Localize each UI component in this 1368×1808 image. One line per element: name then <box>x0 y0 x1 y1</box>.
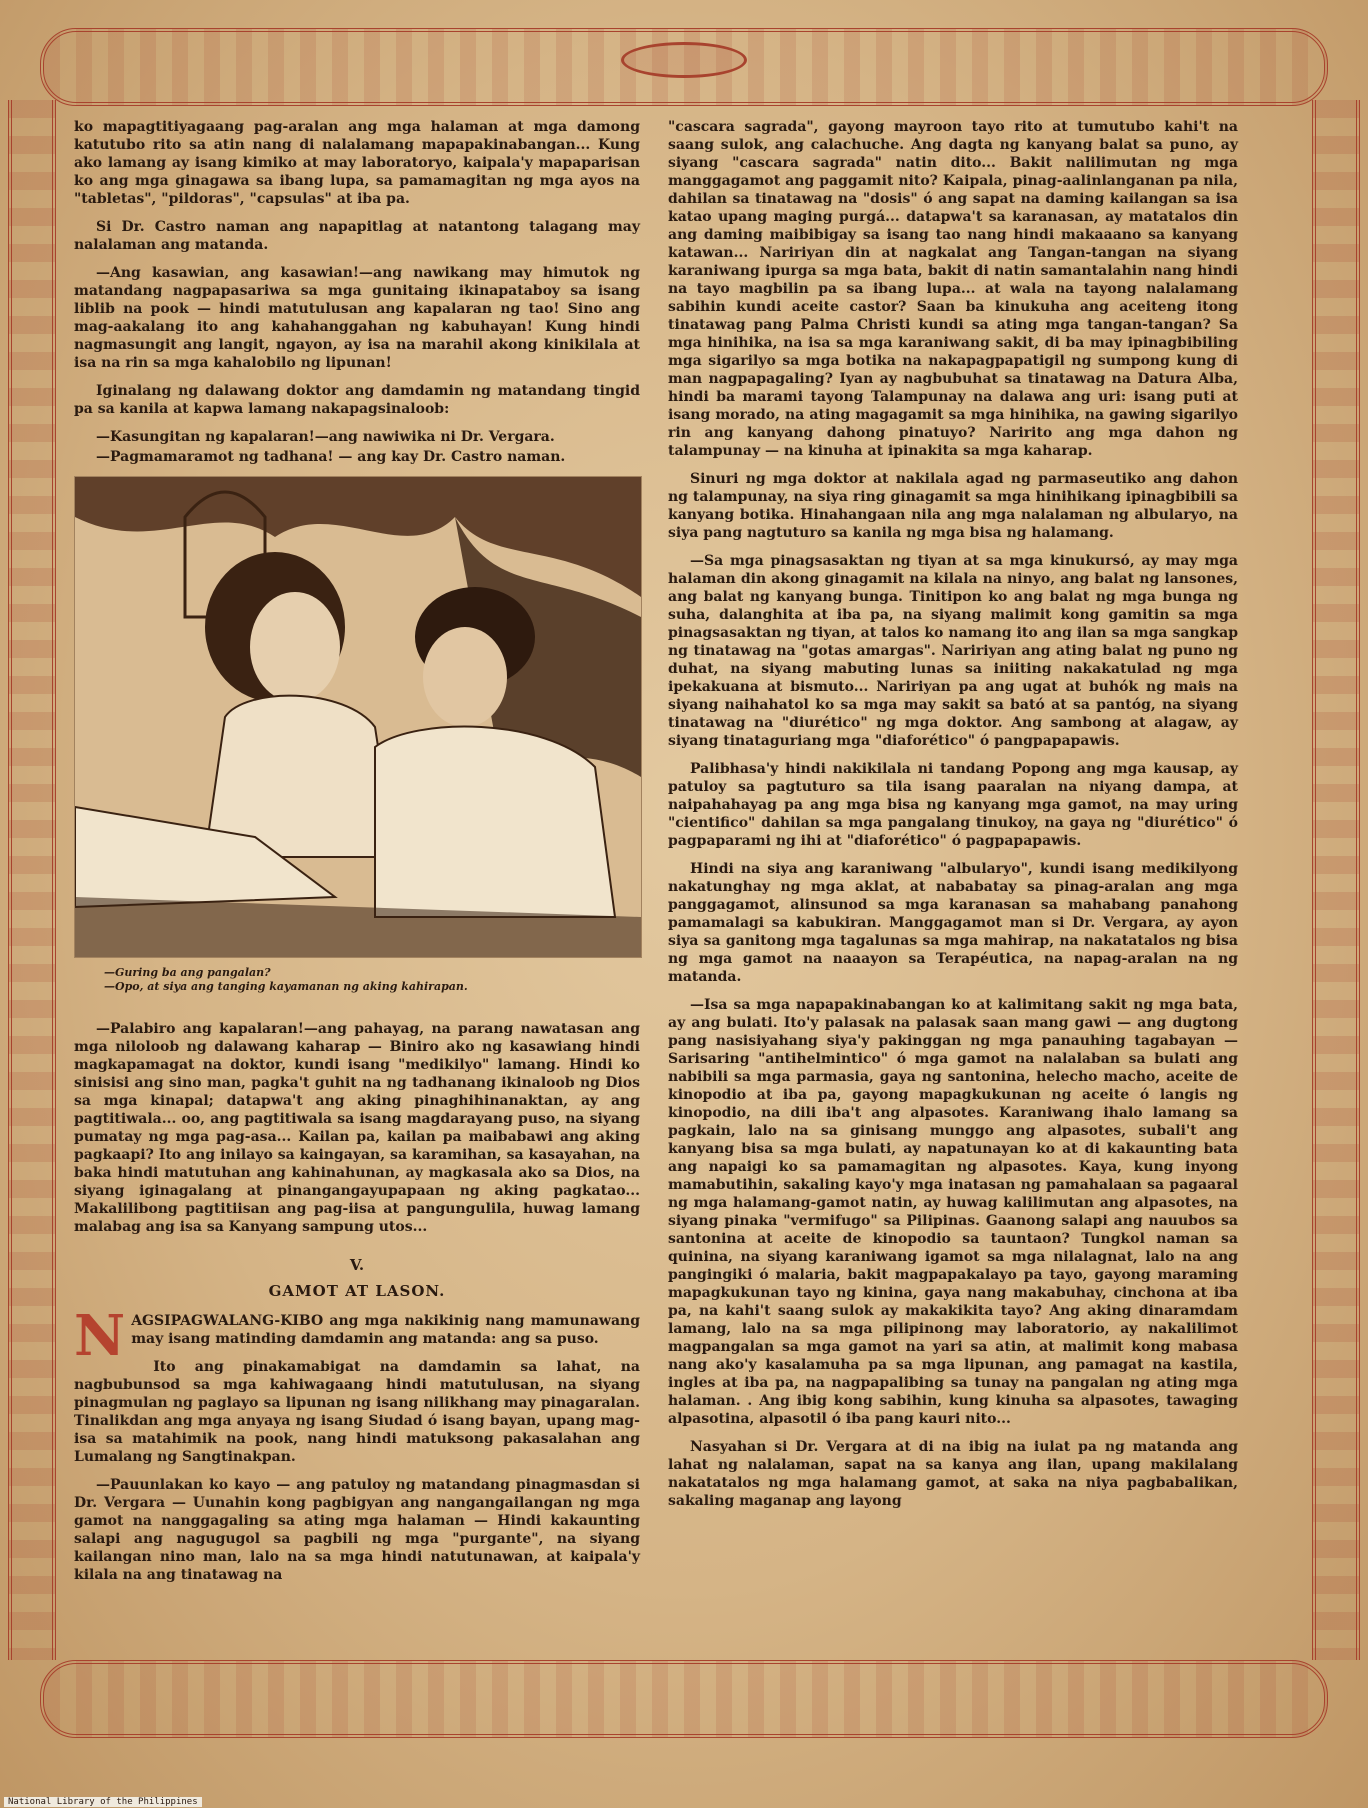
ornament-flourish <box>621 42 747 78</box>
section-title: GAMOT AT LASON. <box>268 1282 446 1300</box>
paragraph: —Pauunlakan ko kayo — ang patuloy ng matandang pinagmasdan si Dr. Vergara — Uunahin kong pagbigyan ang nangangailangan ng mga gamot na nanggagaling sa ating mga halaman — Hindi kakaunting salapi ang nagugugol sa pagbili ng mga "purgante", na siyang kailangan nino man, lalo na sa mga hindi natutunawan, at kaipala'y kilala na ang tinatawag na <box>74 1477 640 1583</box>
section-opening-paragraph <box>74 1303 640 1369</box>
paragraph: ko mapagtitiyagaang pag-aralan ang mga halaman at mga damong katutubo rito sa atin nang di nalalamang mapapakinabangan... Kung ako lamang ay isang kimiko at may laboratoryo, kaipala'y mapaparisan ko ang mga ginagawa sa ibang lupa, sa pamamagitan ng mga ayos na "tabletas", "pildoras", "capsulas" at iba pa. <box>74 119 640 207</box>
drop-cap: N <box>74 1303 126 1369</box>
section-number: V. <box>349 1256 365 1274</box>
paragraph: —Ang kasawian, ang kasawian!—ang nawikang may himutok ng matandang nagpapasariwa sa mga gunitaing ikinapataboy sa isang liblib na pook — hindi matutulusan ang kapalaran ng tao! Sino ang mag-aakalang ito ang kahahanggahan ng kabuhayan! Kung hindi nagmasungit ang langit, ngayon, ay isa na marahil akong kinikilala at isa na rin sa mga kahalobilo ng lipunan! <box>74 265 640 371</box>
paragraph: "cascara sagrada", gayong mayroon tayo rito at tumutubo kahi't na saang sulok, ang calachuche. Ang dagta ng kanyang balat sa puno, ay siyang "cascara sagrada" natin dito... Bakit nalilimutan ng mga manggagamot ang paggamit nito? Kaipala, pinag-aalinlanganan pa nila, dahilan sa tinatawag na "dosis" ó ang sapat na daming kailangan sa isa katao upang maging purgá... datapwa't sa karanasan, ay matatalos din ang daming maibibigay sa isang tao nang hindi makaaano sa kanyang katawan... Naririyan din at nagkalat ang Tangan-tangan na siyang karaniwang ipurga sa mga bata, bakit di natin samantalahin nang hindi na tayo magbilin pa sa ibang lupa... at wala na tayong nalalamang sabihin kundi aceite castor? Saan ba kinukuha ang aceiteng itong tinatawag pang Palma Christi kundi sa ating mga tangan-tangan? Sa mga hinihika, na isa sa mga karaniwang sakit, di ba may ipinagbibiling mga sigarilyo sa mga botika na nakapagpapatigil ng sumpong kung di man nagpapagaling? Iyan ay nagbubuhat sa tinatawag na Datura Alba, hindi ba marami tayong Talampunay na dalawa ang uri: isang puti at isang morado, na ating magagamit sa mga hinihika, na gawing sigarilyo rin ang kanyang dahong pinatuyo? Naririto ang mga dahon ng talampunay — na kinuha at ipinakita sa mga kaharap. <box>668 119 1238 459</box>
paragraph: —Isa sa mga napapakinabangan ko at kalimitang sakit ng mga bata, ay ang bulati. Ito'y palasak na palasak saan mang gawi — ang dugtong pang nasisiyahang siya'y pakinggan ng mga panauhing tagabayan — Sarisaring "antihelmintico" ó mga gamot na nalalaban sa bulati ang nabibili sa mga parmasia, gaya ng santonina, helecho macho, aceite de kinopodio at iba pa, gayong mapagkukunan ng aceite ó langis ng kinopodio, na dili iba't ang alpasotes. Karaniwang ihalo lamang sa pagkain, lalo na sa ginisang munggo ang alpasotes, subali't ang kanyang bisa sa mga bulati, ay napatunayan ko at di kakaunting bata ang napaigi ko sa pamamagitan ng alpasotes. Kaya, kung inyong mamabutihin, sakaling kayo'y mga inatasan ng pamahalaan sa pagaaral ng mga halamang-gamot natin, ay huwag kalilimutan ang alpasotes, na siyang pinaka "vermifugo" sa Pilipinas. Gaanong salapi ang nauubos sa santonina at aceite de kinopodio sa tauntaon? Tungkol naman sa quinina, na siyang karaniwang igamot sa mga nilalagnat, lalo na ang pangingiki ó malaria, bakit magpapakalayo pa tayo, gayong maraming mapagkukunan tayo ng kinina, gaya nang makabuhay, cinchona at iba pa, na kahi't saang sulok ay makakikita tayo? Ang aking dinaramdam lamang, lalo na sa mga pilipinong may laboratorio, ay nakalilimot magpangalan sa mga gamot na yari sa atin, at malimit kong mabasa nang ako'y kasalamuha pa sa mga lipunan, ang pamagat na kastila, ingles at iba pa, na nagpapalibing sa tunay na pangalan ng ating mga halaman. . Ang ibig kong sabihin, kung kinuha sa alpasotes, tawaging alpasotina, alpasotil ó iba pang kauri nito... <box>668 997 1238 1427</box>
illustration-couple <box>74 476 642 958</box>
ornamental-border-right <box>1312 100 1360 1660</box>
paragraph: Si Dr. Castro naman ang napapitlag at natantong talagang may nalalaman ang matanda. <box>74 219 640 253</box>
paragraph: —Sa mga pinagsasaktan ng tiyan at sa mga kinukursó, ay may mga halaman din akong ginagamit na kilala na ninyo, ang balat ng lansones, ang balat ng kanyang bunga. Tinitipon ko ang balat ng mga bunga ng suha, dalanghita at iba pa, na siyang malimit kong gamitin sa mga pinagsasaktan ng tiyan, at talos ko namang ito ang ilan sa mga sangkap ng tinatawag na "gotas amargas". Naririyan ang ating balat ng puno ng duhat, na siyang mabuting lunas sa iniiting nakakatulad ng mga ipekakuana at bismuto... Naririyan pa ang ugat at buhók ng mais na siyang naihahatol ko sa mga may sakit sa bató at sa pantóg, na siyang tinatawag na "diurético" ng mga doktor. Ang sambong at alagaw, ay siyang tinataguriang mga "diaforético" ó pangpapapawis. <box>668 553 1238 749</box>
library-credit: National Library of the Philippines <box>4 1797 202 1807</box>
caption-line: —Opo, at siya ang tanging kayamanan ng aking kahirapan. <box>104 980 468 993</box>
opening-text: AGSIPAGWALANG-KIBO ang mga nakikinig nang mamunawang may isang matinding damdamin ang matanda: ang sa puso. <box>131 1313 640 1347</box>
paragraph: —Kasungitan ng kapalaran!—ang nawiwika ni Dr. Vergara. <box>96 429 555 445</box>
caption-line: —Guring ba ang pangalan? <box>104 966 271 979</box>
paragraph: Iginalang ng dalawang doktor ang damdamin ng matandang tingid pa sa kanila at kapwa lamang nakapagsinaloob: <box>74 383 640 417</box>
paragraph: Hindi na siya ang karaniwang "albularyo", kundi isang medikilyong nakatunghay ng mga aklat, at nababatay sa pinag-aralan ang mga panggagamot, alinsunod sa mga karanasan sa mahabang panahong pamamalagi sa kabukiran. Manggagamot man si Dr. Vergara, ay ayon siya sa ganitong mga tagalunas sa mga mahirap, na nakatatalos ng bisa ng mga gamot na naaayon sa Terapéutica, na napag-aralan na ng matanda. <box>668 861 1238 985</box>
left-column <box>74 118 640 1594</box>
illustration-caption <box>104 966 640 994</box>
paragraph: Ito ang pinakamabigat na damdamin sa lahat, na nagbubunsod sa mga kahiwagaang hindi matutulusan, na siyang pinagmulan ng paglayo sa lipunan ng isang nilikhang may pinagaralan. Tinalikdan ang mga anyaya ng isang Siudad ó isang bayan, upang mag-isa sa matahimik na pook, nang hindi matuksong pakasalahan ang Lumalang ng Sangtinakpan. <box>74 1359 640 1465</box>
ornamental-border-bottom <box>40 1660 1328 1738</box>
paragraph: Nasyahan si Dr. Vergara at di na ibig na iulat pa ng matanda ang lahat ng nalalaman, sapat na sa kanya ang ilan, upang makilalang nakatatalos ng mga halamang gamot, at saka na niya pagbabalikan, sakaling maganap ang layong <box>668 1439 1238 1509</box>
ornamental-border-left <box>8 100 56 1660</box>
right-column <box>668 118 1238 1520</box>
paragraph: Sinuri ng mga doktor at nakilala agad ng parmaseutiko ang dahon ng talampunay, na siya ring ginagamit sa mga hinihikang ipinagbibili sa kanyang botika. Hinahangaan nila ang mga nalalaman ng albularyo, na siya pang nagtuturo sa kanila ng mga bisa ng halamang. <box>668 471 1238 541</box>
illustration-drawing <box>75 477 641 957</box>
paragraph: —Palabiro ang kapalaran!—ang pahayag, na parang nawatasan ang mga niloloob ng dalawang kaharap — Biniro ako ng kasawiang hindi magkapamagat na doktor, kundi isang "medikilyo" lamang. Hindi ko sinisisi ang sino man, pagka't guhit na ng tadhanang ikinaloob ng Dios sa mga kinapal; datapwa't ang aking pinaghihinanaktan, ay ang pagtitiwala... oo, ang pagtitiwala sa isang magdarayang puso, na siyang pumatay ng mga pag-asa... Kailan pa, kailan pa maibabawi ang aking pagkaapi? Ito ang inilayo sa kaingayan, sa karamihan, sa kasayahan, na baka hindi matutuhan ang kahinahunan, ay magkasala ako sa Dios, na siyang iginagalang at pinangangayupapaan ng aking pagkatao... Makalilibong pagtitiisan ang pag-iisa at pangungulila, huwag lamang malabag ang isa sa Kanyang sampung utos... <box>74 1021 640 1235</box>
paragraph: Palibhasa'y hindi nakikilala ni tandang Popong ang mga kausap, ay patuloy sa pagtuturo sa tila isang paaralan na niyang dampa, at naipahahayag pa ang mga bisa ng kanyang mga gamot, na may uring "cientifico" dahilan sa mga pangalang tinukoy, na gaya ng "diurético" ó pagpaparami ng ihi at "diaforético" ó pagpapapawis. <box>668 761 1238 849</box>
ornamental-border-top <box>40 28 1328 106</box>
paragraph: —Pagmamaramot ng tadhana! — ang kay Dr. Castro naman. <box>96 449 566 465</box>
